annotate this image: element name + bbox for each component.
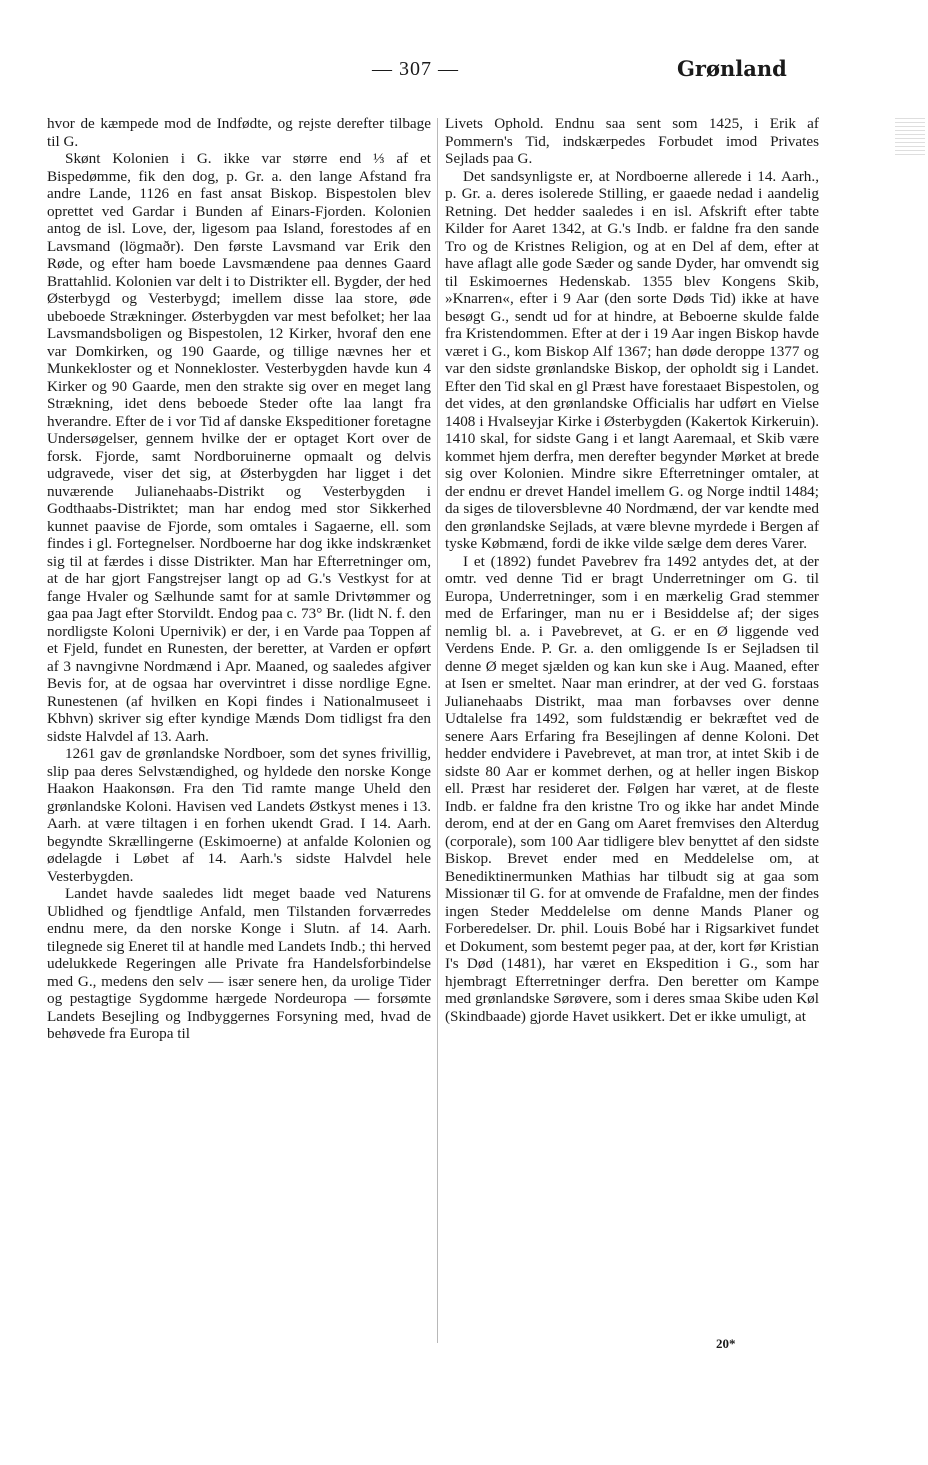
paragraph: 1261 gav de grønlandske Nordboer, som det synes frivillig, slip paa deres Selvstændighed, og hyldede den norske Konge Haakon Haakonsøn. Fra den Tid ramte mange Uheld den grønlandske Koloni. Havisen ved Landets Østkyst menes i 13. Aarh. at være tiltagen i en forhen ukendt Grad. I 14. Aarh. begyndte Skrællingerne (Eskimoerne) at anfalde Kolonien og ødelagde i Løbet af 14. Aarh.'s sidste Halvdel hele Vesterbygden. (47, 745, 431, 885)
column-divider (437, 118, 438, 1343)
paragraph: Landet havde saaledes lidt meget baade ved Naturens Ublidhed og fjendtlige Anfald, men Tilstanden forværredes endnu mere, da den norske Konge i Slutn. af 14. Aarh. tilegnede sig Eneret til at handle med Landets Indb.; thi herved udelukkede Regeringen alle Private fra Handelsforbindelse med G., medens den selv — især senere hen, da urolige Tider og pestagtige Sygdomme hærgede Nordeuropa — forsømte Landets Besejling og Indbyggernes Forsyning med, hvad de behøvede fra Europa til (47, 885, 431, 1042)
page-header (0, 58, 928, 88)
paragraph: Det sandsynligste er, at Nordboerne allerede i 14. Aarh., p. Gr. a. deres isolerede Stilling, er gaaede nedad i aandelig Retning. Det hedder saaledes i en isl. Afskrift efter tabte Kilder for Aaret 1342, at G.'s Indb. er faldne fra den sande Tro og de Kristnes Religion, og at en Del af dem, efter at have aflagt alle gode Sæder og sande Dyder, har omvendt sig til Eskimoernes Hedenskab. 1355 blev Kongens Skib, »Knarren«, efter i 9 Aar (den sorte Døds Tid) ikke at have besøgt G., sendt ud for at hindre, at Beboerne skulde falde fra Kristendommen. Efter at der i 19 Aar ingen Biskop havde været i G., kom Biskop Alf 1367; han døde deroppe 1377 og var den sidste grønlandske Biskop, der opholdt sig i Landet. Efter den Tid skal en gl Præst have forestaaet Bispestolen, og det vides, at den grønlandske Officialis har udført en Vielse 1408 i Hvalseyjar Kirke i Østerbygden (Kakertok Kirkeruin). 1410 skal, for sidste Gang i et langt Aaremaal, et Skib være kommet hjem derfra, men derefter begynder Mørket at brede sig over Kolonien. Mindre sikre Efterretninger omtaler, at der endnu er drevet Handel imellem G. og Norge indtil 1484; da siges de tiloversblevne 40 Nordmænd, der var kendte med den grønlandske Sejlads, at være blevne myrdede i Bergen af tyske Købmænd, fordi de ikke vilde sælge dem deres Varer. (445, 167, 819, 552)
right-column (445, 115, 819, 1025)
signature-mark: 20* (716, 1336, 736, 1351)
paragraph: I et (1892) fundet Pavebrev fra 1492 antydes det, at der omtr. ved denne Tid er bragt Underretninger om G. til Europa, Underretninger, som i en mærkelig Grad stemmer med de Erfaringer, man nu er i Besiddelse af; der siges nemlig bl. a. i Pavebrevet, at G. er en Ø liggende ved Verdens Ende. P. Gr. a. den omliggende Is er Sejladsen til denne Ø meget sjælden og kan kun ske i Aug. Maaned, efter at Isen er smeltet. Naar man erindrer, at der ved G. forstaas Julianehaabs Distrikt, maa man forbavses over denne Udtalelse fra 1492, som fuldstændig er bekræftet ved de senere Aars Erfaring fra Besejlingen af denne Koloni. Det hedder endvidere i Pavebrevet, at man tror, at intet Skib i de sidste 80 Aar er kommet derhen, og at heller ingen Biskop ell. Præst har resideret der. Følgen har været, at de fleste Indb. er faldne fra den kristne Tro og ikke har andet Minde derom, end at der en Gang om Aaret fremvises den Alterdug (corporale), som 100 Aar tidligere blev benyttet af den sidste Biskop. Brevet ender med en Meddelelse om, at Benediktinermunken Mathias har tilbudt sig at gaa som Missionær til G. for at omvende de Frafaldne, men der findes ingen Steder Meddelelse om denne Mands Planer og Forberedelser. Dr. phil. Louis Bobé har i Rigsarkivet fundet et Dokument, som bestemt peger paa, at der, kort før Kristian I's Død (1481), har været en Ekspedition i G., som har hjembragt Efterretninger derfra. Den beretter om Kampe med grønlandske Sørøvere, som i deres smaa Skibe uden Køl (Skindbaade) gjorde Havet usikkert. Det er ikke umuligt, at (445, 552, 819, 1025)
left-column (47, 115, 431, 1043)
running-head: Grønland (677, 56, 787, 81)
paragraph: Skønt Kolonien i G. ikke var større end ⅓ af et Bispedømme, fik den dog, p. Gr. a. den lange Afstand fra andre Lande, 1126 en fast ansat Biskop. Bispestolen blev oprettet ved Gardar i Bunden af Einars-Fjorden. Kolonien antog de isl. Love, der, ligesom paa Island, forestodes af en Lavsmand (lögmaðr). Den første Lavsmand var Erik den Røde, og efter ham boede Lavsmændene paa dennes Gaard Brattahlid. Kolonien var delt i to Distrikter ell. Bygder, der hed Østerbygd og Vesterbygd; imellem disse laa store, øde ubeboede Strækninger. Østerbygden var mest befolket; her laa Lavsmandsboligen og Bispestolen, 12 Kirker, hvoraf den ene var Domkirken, og 190 Gaarde, og tillige nævnes her et Munkekloster og et Nonnekloster. Vesterbygden havde kun 4 Kirker og 90 Gaarde, men den strakte sig over en meget lang Strækning, idet dens beboede Steder ofte laa langt fra hverandre. Efter de i vor Tid af danske Ekspeditioner foretagne Undersøgelser, gennem hvilke der er optaget Kort over de forsk. Fjorde, samt Nordboruinerne opmaalt og delvis udgravede, viser det sig, at Østerbygden har ligget i det nuværende Julianehaabs-Distrikt og Vesterbygden i Godthaabs-Distriktet; man har endog med stor Sikkerhed kunnet paavise de Fjorde, som omtales i Sagaerne, ell. som findes i gl. Fortegnelser. Nordboerne har dog ikke indskrænket sig til at færdes i disse Distrikter. Man har Efterretninger om, at de har gjort Fangstrejser langt op ad G.'s Vestkyst for at fange Hvaler og Sælhunde samt for at samle Drivtømmer og gaa paa Jagt efter Storvildt. Endog paa c. 73° Br. (lidt N. f. den nordligste Koloni Upernivik) er der, i en Varde paa Toppen af et Fjeld, fundet en Runesten, der beretter, at Varden er opført af 3 navngivne Nordmænd i Apr. Maaned, og saaledes afgiver Bevis for, at de ogsaa har overvintret i disse nordlige Egne. Runestenen (af hvilken en Kopi findes i Nationalmuseet i Kbhvn) skriver sig efter kyndige Mænds Dom tidligst fra den sidste Halvdel af 13. Aarh. (47, 150, 431, 745)
paragraph: hvor de kæmpede mod de Indfødte, og rejste derefter tilbage til G. (47, 115, 431, 150)
page-number: — 307 — (372, 58, 459, 80)
paragraph: Livets Ophold. Endnu saa sent som 1425, i Erik af Pommern's Tid, indskærpedes Forbudet imod Privates Sejlads paa G. (445, 115, 819, 167)
margin-scan-mark (895, 118, 925, 158)
